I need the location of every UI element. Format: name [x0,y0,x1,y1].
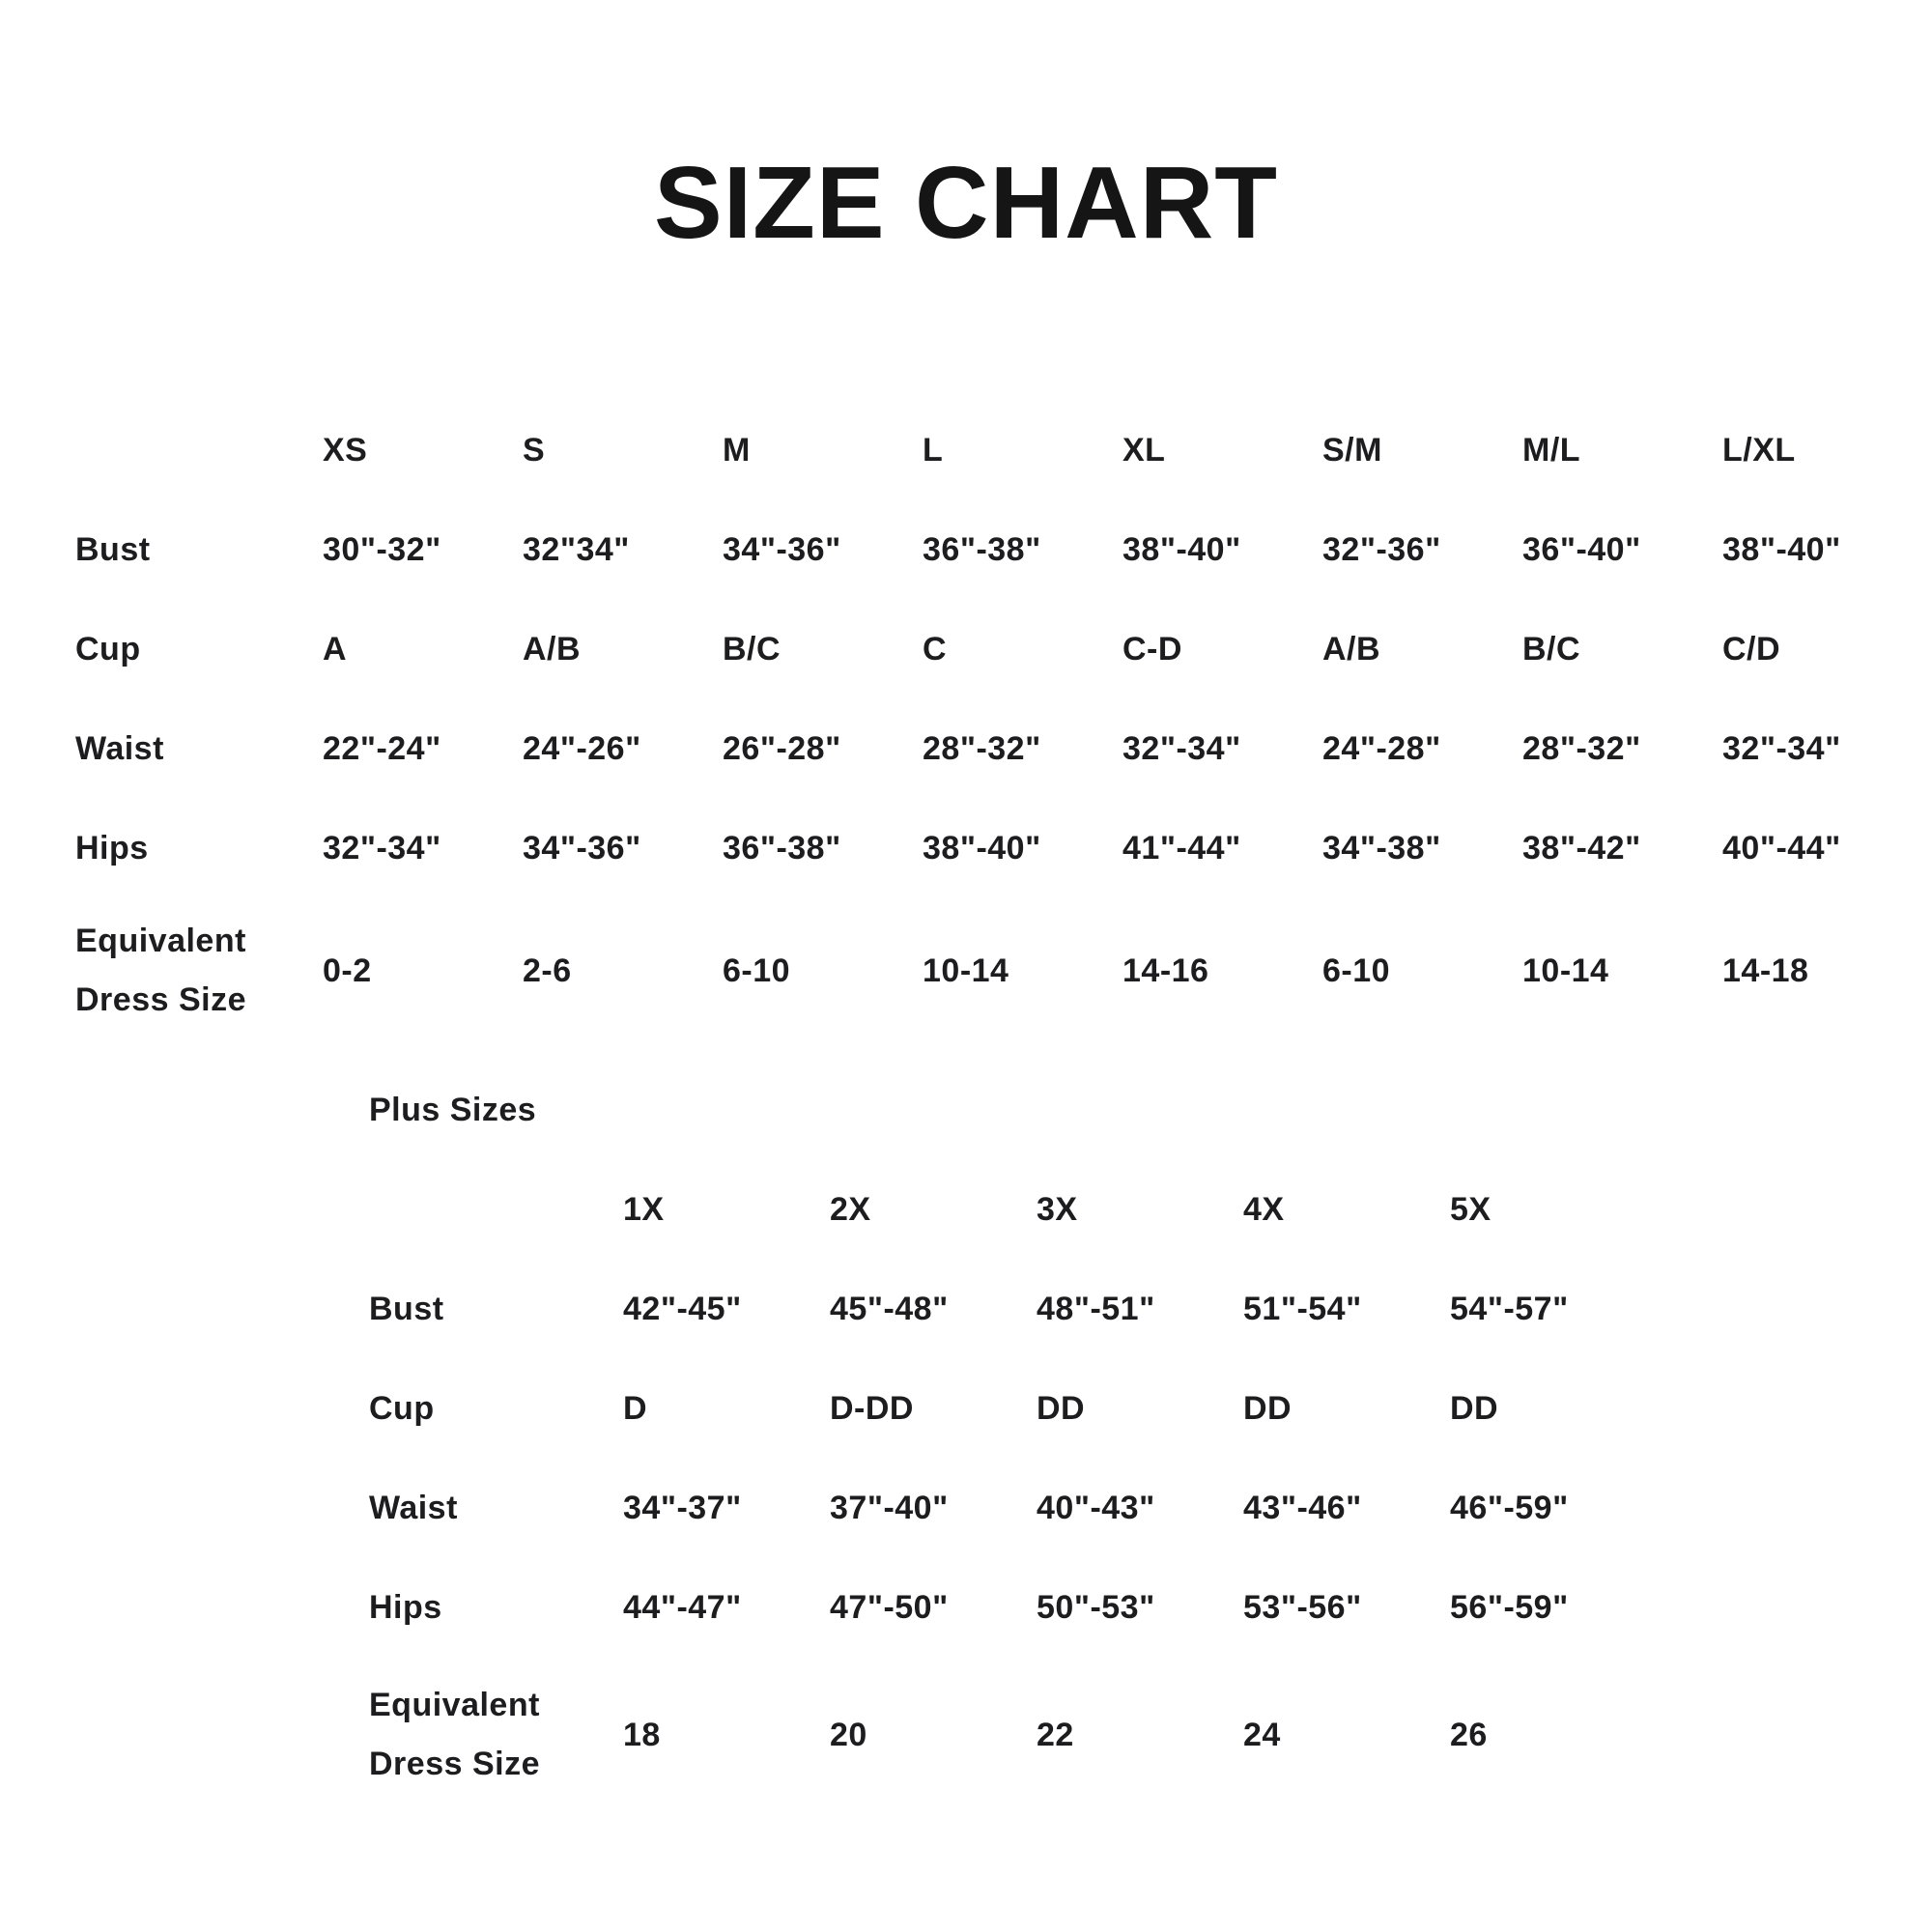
row-label: Cup [75,630,141,668]
size-value: D-DD [830,1390,914,1427]
size-value: 6-10 [723,952,791,989]
section-title: Plus Sizes [369,1092,537,1128]
size-value: 40"-43" [1037,1490,1155,1526]
size-value: 32"-34" [323,830,441,867]
table-row-cup [75,600,1922,699]
size-value: 34"-36" [523,830,641,867]
size-value: 43"-46" [1243,1490,1362,1526]
table-row-waist [75,699,1922,799]
size-value: 28"-32" [923,730,1041,767]
size-value: 32"-34" [1122,730,1241,767]
row-label: Hips [75,829,149,867]
size-value: 37"-40" [830,1490,949,1526]
size-value: 26 [1450,1716,1488,1753]
size-value: 6-10 [1322,952,1391,989]
row-label: Waist [75,729,164,767]
size-value: DD [1243,1390,1293,1427]
size-value: 54"-57" [1450,1291,1569,1327]
size-value: 36"-38" [723,830,841,867]
size-value: 46"-59" [1450,1490,1569,1526]
size-value: 47"-50" [830,1589,949,1626]
size-value: 32"34" [523,531,630,568]
column-header-1x: 1X [623,1191,665,1228]
table-row-dress-size [75,898,1922,1043]
size-value: 53"-56" [1243,1589,1362,1626]
row-label: Bust [369,1290,444,1327]
standard-size-table [75,401,1922,1043]
row-label: Waist [369,1489,458,1526]
size-value: 10-14 [923,952,1009,989]
size-value: A/B [523,631,582,668]
column-header-2x: 2X [830,1191,871,1228]
table-row-bust [75,500,1922,600]
standard-header-row [75,401,1922,500]
size-value: 38"-42" [1522,830,1641,867]
size-value: 22 [1037,1716,1074,1753]
size-value: 20 [830,1716,867,1753]
size-value: 34"-37" [623,1490,742,1526]
size-value: 26"-28" [723,730,841,767]
table-row-hips [75,799,1922,898]
plus-row-waist [369,1459,1657,1558]
size-value: 56"-59" [1450,1589,1569,1626]
size-value: 36"-38" [923,531,1041,568]
row-label: Bust [75,530,151,568]
size-value: 38"-40" [1722,531,1841,568]
plus-row-hips [369,1558,1657,1658]
column-header-5x: 5X [1450,1191,1492,1228]
size-value: 10-14 [1522,952,1609,989]
size-value: C-D [1122,631,1182,668]
row-label: Cup [369,1389,435,1427]
size-value: C [923,631,948,668]
size-value: 28"-32" [1522,730,1641,767]
size-value: 48"-51" [1037,1291,1155,1327]
column-header-l: L [923,432,944,469]
size-value: 24 [1243,1716,1281,1753]
size-value: 50"-53" [1037,1589,1155,1626]
plus-header-row [369,1160,1657,1260]
size-value: 30"-32" [323,531,441,568]
size-value: 44"-47" [623,1589,742,1626]
size-value: 38"-40" [1122,531,1241,568]
size-value: 34"-36" [723,531,841,568]
size-value: D [623,1390,648,1427]
plus-row-dress-size [369,1658,1657,1812]
size-value: 40"-44" [1722,830,1841,867]
plus-row-cup [369,1359,1657,1459]
column-header-ml: M/L [1522,432,1581,469]
column-header-m: M [723,432,751,469]
column-header-s: S [523,432,546,469]
size-value: 14-18 [1722,952,1809,989]
plus-row-bust [369,1260,1657,1359]
plus-sizes-section-label [369,1061,1657,1160]
row-label: Hips [369,1588,442,1626]
size-value: 18 [623,1716,661,1753]
size-value: 32"-34" [1722,730,1841,767]
size-value: 45"-48" [830,1291,949,1327]
row-label: Equivalent Dress Size [75,922,246,1018]
size-value: 38"-40" [923,830,1041,867]
column-header-xs: XS [323,432,368,469]
size-value: 2-6 [523,952,572,989]
column-header-3x: 3X [1037,1191,1078,1228]
size-value: 42"-45" [623,1291,742,1327]
size-value: DD [1037,1390,1086,1427]
size-value: B/C [1522,631,1581,668]
column-header-4x: 4X [1243,1191,1285,1228]
size-value: 41"-44" [1122,830,1241,867]
size-value: 24"-28" [1322,730,1441,767]
column-header-xl: XL [1122,432,1166,469]
size-value: 32"-36" [1322,531,1441,568]
size-value: 51"-54" [1243,1291,1362,1327]
size-value: A [323,631,348,668]
size-value: A/B [1322,631,1381,668]
page-title: SIZE CHART [654,146,1278,260]
column-header-lxl: L/XL [1722,432,1796,469]
size-value: 34"-38" [1322,830,1441,867]
size-value: 24"-26" [523,730,641,767]
size-value: 22"-24" [323,730,441,767]
size-value: 0-2 [323,952,372,989]
row-label: Equivalent Dress Size [369,1686,540,1782]
size-value: DD [1450,1390,1499,1427]
plus-size-table [369,1061,1657,1812]
size-value: 14-16 [1122,952,1209,989]
column-header-sm: S/M [1322,432,1382,469]
size-value: C/D [1722,631,1781,668]
size-value: B/C [723,631,781,668]
size-value: 36"-40" [1522,531,1641,568]
